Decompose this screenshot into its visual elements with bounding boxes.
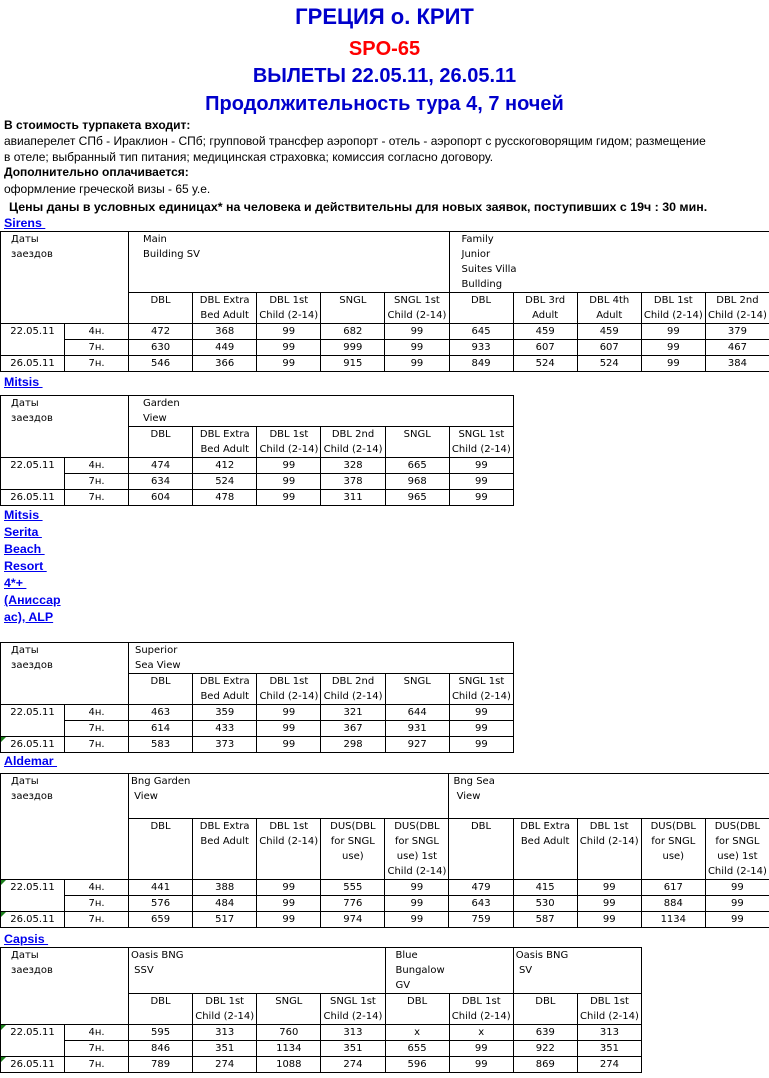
dates-header: Даты заездов	[1, 643, 129, 705]
column-header: DBL 1st Child (2-14)	[257, 819, 321, 880]
column-header: DBL Extra Bed Adult	[193, 819, 257, 880]
room-type-group: Bng Garden View	[129, 774, 449, 819]
price-cell: 366	[193, 356, 257, 372]
table-row	[1, 737, 514, 753]
price-cell: 379	[705, 324, 769, 340]
price-cell: 524	[577, 356, 641, 372]
price-cell: 384	[705, 356, 769, 372]
price-cell: 630	[129, 340, 193, 356]
group-header-row	[1, 774, 769, 819]
dates-header: Даты заездов	[1, 396, 129, 458]
column-header: DBL 2nd Child (2-14)	[705, 293, 769, 324]
extra-label: Дополнительно оплачивается:	[4, 165, 189, 179]
nights: 7н.	[65, 490, 129, 506]
price-cell: 915	[321, 356, 385, 372]
page-title: ГРЕЦИЯ о. КРИТ	[295, 4, 474, 29]
price-cell: 99	[257, 737, 321, 753]
room-type-group: Oasis BNG SV	[513, 948, 641, 994]
room-type-group: Garden View	[129, 396, 514, 427]
nights: 4н.	[65, 705, 129, 721]
price-cell: 313	[193, 1025, 257, 1041]
arrival-date-text: 26.05.11	[10, 1059, 55, 1070]
price-cell: 99	[705, 880, 769, 896]
nights: 4н.	[65, 458, 129, 474]
price-cell: 927	[385, 737, 449, 753]
price-cell: 1134	[641, 912, 705, 928]
price-cell: 99	[385, 880, 449, 896]
hotel-link-mitsis[interactable]: Mitsis	[4, 375, 43, 388]
column-header: SNGL	[321, 293, 385, 324]
price-cell: 99	[577, 880, 641, 896]
price-cell: 643	[449, 896, 513, 912]
price-cell: 459	[513, 324, 577, 340]
price-cell: 965	[385, 490, 449, 506]
price-cell: 583	[129, 737, 193, 753]
arrival-date	[1, 912, 65, 928]
price-cell: 530	[513, 896, 577, 912]
price-cell: 607	[577, 340, 641, 356]
column-header: DUS(DBL for SNGL use)	[641, 819, 705, 880]
arrival-date	[1, 324, 65, 356]
price-cell: 298	[321, 737, 385, 753]
price-cell: 999	[321, 340, 385, 356]
price-cell: 587	[513, 912, 577, 928]
price-cell: 321	[321, 705, 385, 721]
price-cell: 99	[385, 340, 449, 356]
price-cell: 99	[577, 896, 641, 912]
table-row	[1, 474, 514, 490]
price-cell: 412	[193, 458, 257, 474]
price-cell: 359	[193, 705, 257, 721]
price-cell: 99	[449, 474, 513, 490]
table-row	[1, 340, 769, 356]
arrival-date	[1, 458, 65, 490]
price-cell: 596	[385, 1057, 449, 1073]
price-cell: 644	[385, 705, 449, 721]
included-line-1: авиаперелет СПб - Ираклион - СПб; групповой трансфер аэропорт - отель - аэропорт с русскоговорящим гидом; размещение	[4, 134, 706, 148]
price-cell: 274	[321, 1057, 385, 1073]
price-cell: 99	[705, 912, 769, 928]
price-cell: 776	[321, 896, 385, 912]
price-cell: 607	[513, 340, 577, 356]
price-cell: 99	[257, 474, 321, 490]
table-row	[1, 356, 769, 372]
price-cell: 378	[321, 474, 385, 490]
column-header: SNGL	[385, 674, 449, 705]
price-cell: 524	[193, 474, 257, 490]
price-cell: 99	[385, 896, 449, 912]
arrival-date	[1, 1057, 65, 1073]
column-header: DBL	[129, 427, 193, 458]
price-cell: 922	[513, 1041, 577, 1057]
price-table-mitsis-serita	[0, 642, 514, 753]
arrival-date-text: 22.05.11	[10, 460, 55, 471]
price-cell: 367	[321, 721, 385, 737]
price-cell: 274	[577, 1057, 641, 1073]
price-cell: 459	[577, 324, 641, 340]
price-cell: 99	[449, 458, 513, 474]
nights: 7н.	[65, 1041, 129, 1057]
price-cell: 617	[641, 880, 705, 896]
comment-marker-icon	[1, 1057, 6, 1062]
price-cell: x	[449, 1025, 513, 1041]
price-cell: 311	[321, 490, 385, 506]
hotel-link-capsis[interactable]: Capsis	[4, 932, 49, 946]
price-cell: 449	[193, 340, 257, 356]
comment-marker-icon	[1, 1025, 6, 1030]
price-cell: 614	[129, 721, 193, 737]
nights: 4н.	[65, 880, 129, 896]
nights: 7н.	[65, 1057, 129, 1073]
price-cell: 99	[257, 356, 321, 372]
price-cell: 99	[257, 912, 321, 928]
room-type-group: Blue Bungalow GV	[385, 948, 513, 994]
arrival-date-text: 26.05.11	[10, 739, 55, 750]
column-header: DBL 1st Child (2-14)	[257, 293, 321, 324]
price-cell: 351	[577, 1041, 641, 1057]
price-cell: 639	[513, 1025, 577, 1041]
column-header: DBL 2nd Child (2-14)	[321, 674, 385, 705]
spo-code: SPO-65	[348, 38, 421, 60]
price-cell: 789	[129, 1057, 193, 1073]
price-cell: 479	[449, 880, 513, 896]
price-notice: Цены даны в условных единицах* на человека и действительны для новых заявок, поступивших с 19ч : 30 мин.	[9, 200, 708, 214]
column-header: DBL	[513, 994, 577, 1025]
price-cell: 478	[193, 490, 257, 506]
column-header: DUS(DBL for SNGL use) 1st Child (2-14)	[705, 819, 769, 880]
price-cell: 313	[577, 1025, 641, 1041]
price-cell: 415	[513, 880, 577, 896]
column-header: DBL Extra Bed Adult	[193, 427, 257, 458]
price-cell: x	[385, 1025, 449, 1041]
price-cell: 99	[385, 324, 449, 340]
table-row	[1, 458, 514, 474]
price-cell: 869	[513, 1057, 577, 1073]
arrival-date-text: 26.05.11	[10, 358, 55, 369]
price-cell: 99	[641, 356, 705, 372]
column-header: DUS(DBL for SNGL use) 1st Child (2-14)	[385, 819, 449, 880]
price-cell: 388	[193, 880, 257, 896]
price-cell: 968	[385, 474, 449, 490]
arrival-date-text: 26.05.11	[10, 914, 55, 925]
price-cell: 484	[193, 896, 257, 912]
price-cell: 373	[193, 737, 257, 753]
dates-header: Даты заездов	[1, 948, 129, 1025]
price-cell: 328	[321, 458, 385, 474]
price-cell: 99	[257, 458, 321, 474]
price-cell: 933	[449, 340, 513, 356]
price-cell: 99	[257, 880, 321, 896]
price-cell: 759	[449, 912, 513, 928]
column-header: DBL	[129, 994, 193, 1025]
price-cell: 655	[385, 1041, 449, 1057]
room-type-group: Superior Sea View	[129, 643, 514, 674]
extra-text: оформление греческой визы - 65 у.е.	[4, 182, 211, 196]
price-cell: 645	[449, 324, 513, 340]
column-header: DBL 1st Child (2-14)	[449, 994, 513, 1025]
column-header: DBL 1st Child (2-14)	[257, 674, 321, 705]
table-row	[1, 490, 514, 506]
price-cell: 351	[193, 1041, 257, 1057]
price-cell: 555	[321, 880, 385, 896]
arrival-date-text: 22.05.11	[10, 707, 55, 718]
column-header: DBL	[385, 994, 449, 1025]
nights: 7н.	[65, 474, 129, 490]
price-cell: 931	[385, 721, 449, 737]
price-cell: 472	[129, 324, 193, 340]
arrival-date	[1, 1025, 65, 1057]
price-table-mitsis	[0, 395, 514, 506]
table-row	[1, 705, 514, 721]
price-cell: 99	[385, 912, 449, 928]
price-cell: 351	[321, 1041, 385, 1057]
price-cell: 517	[193, 912, 257, 928]
price-cell: 474	[129, 458, 193, 474]
table-row	[1, 896, 769, 912]
room-type-group: Family Junior Suites Villa Bullding	[449, 232, 769, 293]
column-header: DBL 1st Child (2-14)	[641, 293, 705, 324]
comment-marker-icon	[1, 912, 6, 917]
included-line-2: в отеле; выбранный тип питания; медицинская страховка; комиссия согласно договору.	[4, 150, 494, 164]
price-cell: 274	[193, 1057, 257, 1073]
column-header: DBL Extra Bed Adult	[193, 674, 257, 705]
column-header: DBL 4th Adult	[577, 293, 641, 324]
column-header: SNGL 1st Child (2-14)	[321, 994, 385, 1025]
price-cell: 99	[641, 324, 705, 340]
nights: 7н.	[65, 896, 129, 912]
price-cell: 524	[513, 356, 577, 372]
nights: 7н.	[65, 356, 129, 372]
column-header: DBL	[449, 819, 513, 880]
price-cell: 99	[705, 896, 769, 912]
price-cell: 99	[449, 1041, 513, 1057]
arrival-date	[1, 490, 65, 506]
price-cell: 849	[449, 356, 513, 372]
column-header: DBL 1st Child (2-14)	[257, 427, 321, 458]
hotel-link-sirens[interactable]: Sirens	[4, 216, 46, 230]
room-type-group: Main Building SV	[129, 232, 450, 293]
column-header: SNGL 1st Child (2-14)	[449, 674, 513, 705]
group-header-row	[1, 396, 514, 427]
nights: 4н.	[65, 1025, 129, 1041]
table-row	[1, 1057, 642, 1073]
table-row	[1, 1025, 642, 1041]
column-header: DBL	[129, 674, 193, 705]
price-cell: 99	[257, 340, 321, 356]
arrival-date-text: 22.05.11	[10, 1027, 55, 1038]
column-header: DBL	[129, 819, 193, 880]
price-cell: 659	[129, 912, 193, 928]
price-cell: 99	[449, 705, 513, 721]
group-header-row	[1, 232, 769, 293]
price-cell: 99	[385, 356, 449, 372]
price-cell: 99	[641, 340, 705, 356]
hotel-link-mitsis-serita[interactable]: Mitsis Serita Beach Resort 4*+ (Аниссар ас), ALP	[4, 508, 61, 624]
departures-heading: ВЫЛЕТЫ 22.05.11, 26.05.11	[252, 65, 517, 87]
price-cell: 634	[129, 474, 193, 490]
included-label: В стоимость турпакета входит:	[4, 118, 191, 132]
nights: 7н.	[65, 340, 129, 356]
column-header: DUS(DBL for SNGL use)	[321, 819, 385, 880]
arrival-date	[1, 705, 65, 737]
room-type-group: Oasis BNG SSV	[129, 948, 386, 994]
price-table-sirens	[0, 231, 769, 372]
nights: 4н.	[65, 324, 129, 340]
price-cell: 99	[577, 912, 641, 928]
column-header: DBL 3rd Adult	[513, 293, 577, 324]
price-cell: 433	[193, 721, 257, 737]
price-cell: 884	[641, 896, 705, 912]
price-cell: 99	[257, 324, 321, 340]
dates-header: Даты заездов	[1, 232, 129, 324]
table-row	[1, 880, 769, 896]
column-header: SNGL	[257, 994, 321, 1025]
column-header: DBL 1st Child (2-14)	[577, 994, 641, 1025]
column-header: DBL	[449, 293, 513, 324]
price-cell: 313	[321, 1025, 385, 1041]
column-header: DBL	[129, 293, 193, 324]
arrival-date	[1, 880, 65, 912]
table-row	[1, 324, 769, 340]
price-cell: 1134	[257, 1041, 321, 1057]
column-header: DBL Extra Bed Adult	[513, 819, 577, 880]
price-cell: 576	[129, 896, 193, 912]
price-cell: 99	[449, 721, 513, 737]
price-table-aldemar	[0, 773, 769, 928]
price-cell: 99	[257, 490, 321, 506]
hotel-link-aldemar[interactable]: Aldemar	[4, 754, 58, 768]
price-cell: 760	[257, 1025, 321, 1041]
arrival-date-text: 22.05.11	[10, 882, 55, 893]
column-header: SNGL 1st Child (2-14)	[385, 293, 449, 324]
column-header: DBL 1st Child (2-14)	[577, 819, 641, 880]
comment-marker-icon	[1, 880, 6, 885]
table-row	[1, 1041, 642, 1057]
column-header: SNGL	[385, 427, 449, 458]
room-type-group: Bng Sea View	[449, 774, 769, 819]
nights: 7н.	[65, 721, 129, 737]
price-cell: 467	[705, 340, 769, 356]
price-cell: 604	[129, 490, 193, 506]
price-cell: 99	[449, 490, 513, 506]
price-table-capsis	[0, 947, 642, 1073]
column-header: DBL 1st Child (2-14)	[193, 994, 257, 1025]
column-header: SNGL 1st Child (2-14)	[449, 427, 513, 458]
price-cell: 665	[385, 458, 449, 474]
price-cell: 595	[129, 1025, 193, 1041]
price-cell: 974	[321, 912, 385, 928]
arrival-date-text: 26.05.11	[10, 492, 55, 503]
column-header: DBL Extra Bed Adult	[193, 293, 257, 324]
price-cell: 546	[129, 356, 193, 372]
comment-marker-icon	[1, 737, 6, 742]
price-cell: 1088	[257, 1057, 321, 1073]
price-cell: 368	[193, 324, 257, 340]
price-cell: 99	[449, 1057, 513, 1073]
table-row	[1, 912, 769, 928]
price-cell: 463	[129, 705, 193, 721]
arrival-date	[1, 356, 65, 372]
table-row	[1, 721, 514, 737]
arrival-date	[1, 737, 65, 753]
duration-heading: Продолжительность тура 4, 7 ночей	[205, 93, 564, 115]
price-cell: 99	[449, 737, 513, 753]
price-cell: 682	[321, 324, 385, 340]
dates-header: Даты заездов	[1, 774, 129, 880]
price-cell: 846	[129, 1041, 193, 1057]
group-header-row	[1, 643, 514, 674]
nights: 7н.	[65, 912, 129, 928]
arrival-date-text: 22.05.11	[10, 326, 55, 337]
price-cell: 441	[129, 880, 193, 896]
column-header: DBL 2nd Child (2-14)	[321, 427, 385, 458]
price-cell: 99	[257, 896, 321, 912]
nights: 7н.	[65, 737, 129, 753]
group-header-row	[1, 948, 642, 994]
price-cell: 99	[257, 705, 321, 721]
price-cell: 99	[257, 721, 321, 737]
